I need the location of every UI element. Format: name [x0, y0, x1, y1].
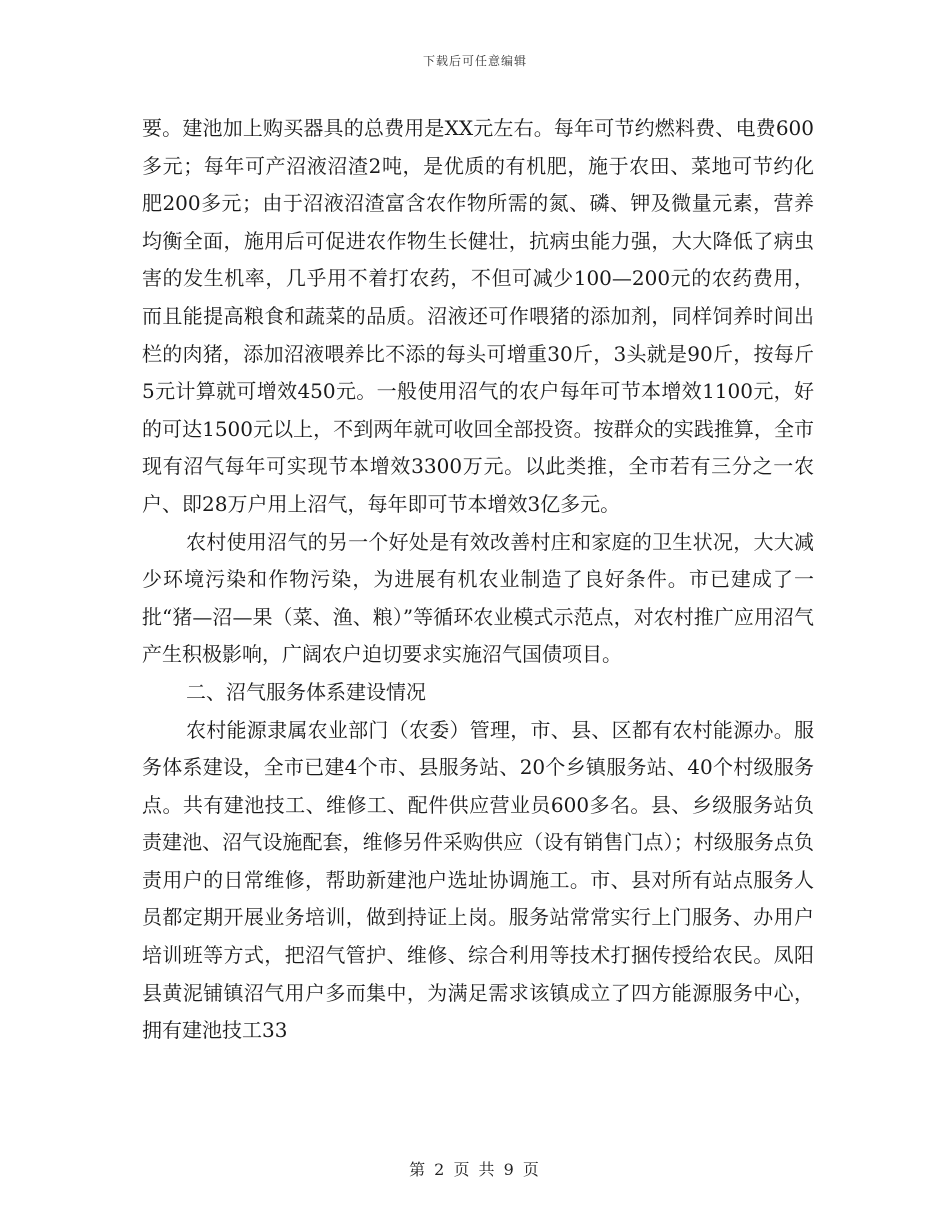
document-body [142, 110, 814, 1050]
body-paragraph-3: 农村能源隶属农业部门（农委）管理，市、县、区都有农村能源办。服务体系建设，全市已建4个市、县服务站、20个乡镇服务站、40个村级服务点。共有建池技工、维修工、配件供应营业员600多名。县、乡级服务站负责建池、沼气设施配套，维修另件采购供应（设有销售门点）；村级服务点负责用户的日常维修，帮助新建池户选址协调施工。市、县对所有站点服务人员都定期开展业务培训，做到持证上岗。服务站常常实行上门服务、办用户培训班等方式，把沼气管护、维修、综合利用等技术打捆传授给农民。凤阳县黄泥铺镇沼气用户多而集中，为满足需求该镇成立了四方能源服务中心，拥有建池技工33 [142, 717, 814, 1043]
body-paragraph-1: 要。建池加上购买器具的总费用是XX元左右。每年可节约燃料费、电费600多元；每年可产沼液沼渣2吨，是优质的有机肥，施于农田、菜地可节约化肥200多元；由于沼液沼渣富含农作物所需的氮、磷、钾及微量元素，营养均衡全面，施用后可促进农作物生长健壮，抗病虫能力强，大大降低了病虫害的发生机率，几乎用不着打农药，不但可减少100—200元的农药费用，而且能提高粮食和蔬菜的品质。沼液还可作喂猪的添加剂，同样饲养时间出栏的肉猪，添加沼液喂养比不添的每头可增重30斤，3头就是90斤，按每斤5元计算就可增效450元。一般使用沼气的农户每年可节本增效1100元，好的可达1500元以上，不到两年就可收回全部投资。按群众的实践推算，全市现有沼气每年可实现节本增效3300万元。以此类推，全市若有三分之一农户、即28万户用上沼气，每年即可节本增效3亿多元。 [142, 116, 814, 516]
page-number-footer: 第 2 页 共 9 页 [409, 1160, 541, 1179]
body-paragraph-2: 农村使用沼气的另一个好处是有效改善村庄和家庭的卫生状况，大大减少环境污染和作物污染，为进展有机农业制造了良好条件。市已建成了一批“猪—沼—果（菜、渔、粮）”等循环农业模式示范点，对农村推广应用沼气产生积极影响，广阔农户迫切要求实施沼气国债项目。 [142, 529, 814, 667]
section-heading: 二、沼气服务体系建设情况 [186, 679, 426, 704]
page-header-note: 下载后可任意编辑 [422, 54, 527, 68]
